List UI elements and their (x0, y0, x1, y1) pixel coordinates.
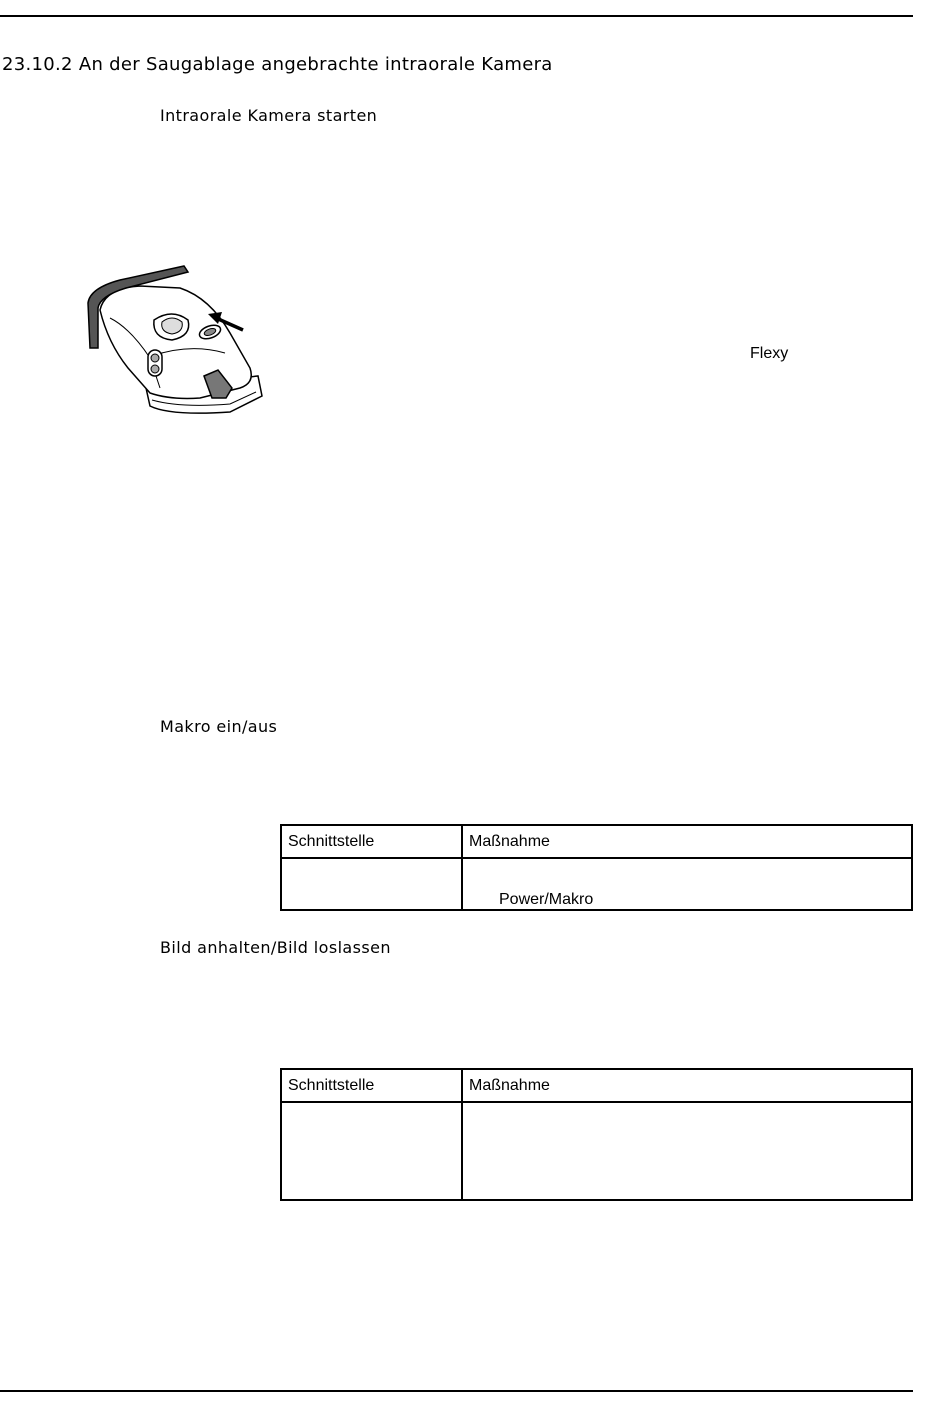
power-macro-label: Power/Makro (499, 891, 594, 908)
macro-table (280, 824, 913, 911)
freeze-table (280, 1068, 913, 1201)
table-header-action: Maßnahme (462, 825, 912, 858)
header-rule (0, 15, 913, 17)
flexy-label: Flexy (750, 345, 789, 362)
table-cell-interface (281, 1102, 462, 1200)
section-title: 23.10.2 An der Saugablage angebrachte intraorale Kamera (2, 54, 553, 75)
table-header-interface: Schnittstelle (281, 1069, 462, 1102)
subsection-start-title: Intraorale Kamera starten (160, 106, 378, 125)
table-header-interface: Schnittstelle (281, 825, 462, 858)
table-header-row (281, 1069, 912, 1102)
table-header-row (281, 825, 912, 858)
foot-control-illustration (80, 258, 265, 423)
footer-rule (0, 1390, 913, 1392)
table-cell-interface (281, 858, 462, 910)
subsection-freeze-title: Bild anhalten/Bild loslassen (160, 938, 391, 957)
table-row (281, 858, 912, 910)
table-row (281, 1102, 912, 1200)
subsection-macro-title: Makro ein/aus (160, 717, 278, 736)
table-cell-action (462, 1102, 912, 1200)
table-cell-action (462, 858, 912, 910)
table-header-action: Maßnahme (462, 1069, 912, 1102)
